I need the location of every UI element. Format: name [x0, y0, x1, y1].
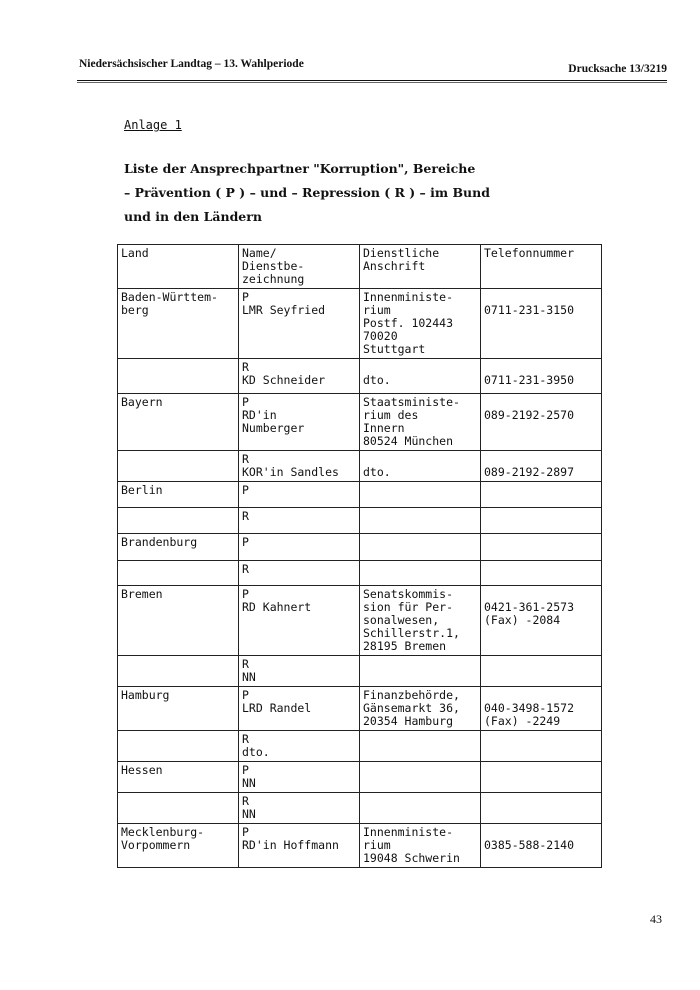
table-cell [360, 731, 481, 762]
table-cell: Innenministe- rium Postf. 102443 70020 Stuttgart [360, 289, 481, 359]
table-row [118, 561, 602, 586]
header-rule-2 [77, 82, 667, 83]
table-cell: Bremen [118, 586, 239, 656]
table-cell [118, 359, 239, 394]
table-cell: P [239, 482, 360, 508]
table-cell: R [239, 561, 360, 586]
table-cell: Baden-Württem- berg [118, 289, 239, 359]
table-cell: R NN [239, 656, 360, 687]
table-row [118, 762, 602, 793]
contact-table [117, 244, 602, 868]
table-cell [481, 656, 602, 687]
table-cell [481, 482, 602, 508]
anlage-label: Anlage 1 [124, 118, 182, 132]
table-cell [481, 762, 602, 793]
title-line: – Prävention ( P ) – und – Repression ( R ) – im Bund [124, 185, 490, 200]
table-cell [360, 762, 481, 793]
table-cell: dto. [360, 451, 481, 482]
table-cell: R KOR'in Sandles [239, 451, 360, 482]
table-cell: Innenministe- rium 19048 Schwerin [360, 824, 481, 868]
table-cell: Staatsministe- rium des Innern 80524 München [360, 394, 481, 451]
table-row [118, 482, 602, 508]
table-cell [481, 731, 602, 762]
table-cell: Berlin [118, 482, 239, 508]
table-row [118, 359, 602, 394]
table-row [118, 687, 602, 731]
table-cell: Bayern [118, 394, 239, 451]
header-cell-land: Land [118, 245, 239, 289]
table-row [118, 289, 602, 359]
table-header-row [118, 245, 602, 289]
table-cell [360, 561, 481, 586]
header-left: Niedersächsischer Landtag – 13. Wahlperiode [79, 58, 304, 70]
table-cell [360, 534, 481, 561]
table-row [118, 394, 602, 451]
table-cell: R KD Schneider [239, 359, 360, 394]
header-cell-telefon: Telefonnummer [481, 245, 602, 289]
table-cell: Finanzbehörde, Gänsemarkt 36, 20354 Hamburg [360, 687, 481, 731]
table-cell: 089-2192-2570 [481, 394, 602, 451]
table-row [118, 586, 602, 656]
header-rule [77, 80, 667, 81]
table-cell [118, 451, 239, 482]
table-cell [118, 508, 239, 534]
table-cell [360, 482, 481, 508]
table-cell [481, 561, 602, 586]
table-cell: 0421-361-2573 (Fax) -2084 [481, 586, 602, 656]
table-cell [360, 793, 481, 824]
table-cell: R NN [239, 793, 360, 824]
table-row [118, 508, 602, 534]
page-number: 43 [650, 912, 662, 926]
table-cell: 0385-588-2140 [481, 824, 602, 868]
table-cell: 0711-231-3150 [481, 289, 602, 359]
table-row [118, 656, 602, 687]
table-cell: R dto. [239, 731, 360, 762]
table-cell: P NN [239, 762, 360, 793]
table-cell: Brandenburg [118, 534, 239, 561]
table-cell [118, 731, 239, 762]
table-row [118, 731, 602, 762]
table-cell: dto. [360, 359, 481, 394]
table-row [118, 451, 602, 482]
table-cell: 0711-231-3950 [481, 359, 602, 394]
table-cell: R [239, 508, 360, 534]
table-cell: P RD'in Hoffmann [239, 824, 360, 868]
table-cell: Hessen [118, 762, 239, 793]
table-cell: Mecklenburg- Vorpommern [118, 824, 239, 868]
document-title [124, 157, 604, 229]
table-cell [118, 793, 239, 824]
table-cell [118, 561, 239, 586]
title-line: und in den Ländern [124, 209, 262, 224]
table-cell: Hamburg [118, 687, 239, 731]
table-cell: 040-3498-1572 (Fax) -2249 [481, 687, 602, 731]
header-cell-name: Name/ Dienstbe- zeichnung [239, 245, 360, 289]
header-right: Drucksache 13/3219 [568, 63, 667, 75]
table-cell: P [239, 534, 360, 561]
table-cell: 089-2192-2897 [481, 451, 602, 482]
table-cell [481, 508, 602, 534]
table-row [118, 824, 602, 868]
header-cell-anschrift: Dienstliche Anschrift [360, 245, 481, 289]
table-cell [360, 508, 481, 534]
table-row [118, 793, 602, 824]
table-cell [481, 793, 602, 824]
title-line: Liste der Ansprechpartner "Korruption", Bereiche [124, 161, 476, 176]
table-row [118, 534, 602, 561]
table-cell: Senatskommis- sion für Per- sonalwesen, Schillerstr.1, 28195 Bremen [360, 586, 481, 656]
table-cell: P LMR Seyfried [239, 289, 360, 359]
table-cell [481, 534, 602, 561]
table-cell: P RD'in Numberger [239, 394, 360, 451]
table-cell [118, 656, 239, 687]
table-cell [360, 656, 481, 687]
table-cell: P LRD Randel [239, 687, 360, 731]
table-cell: P RD Kahnert [239, 586, 360, 656]
